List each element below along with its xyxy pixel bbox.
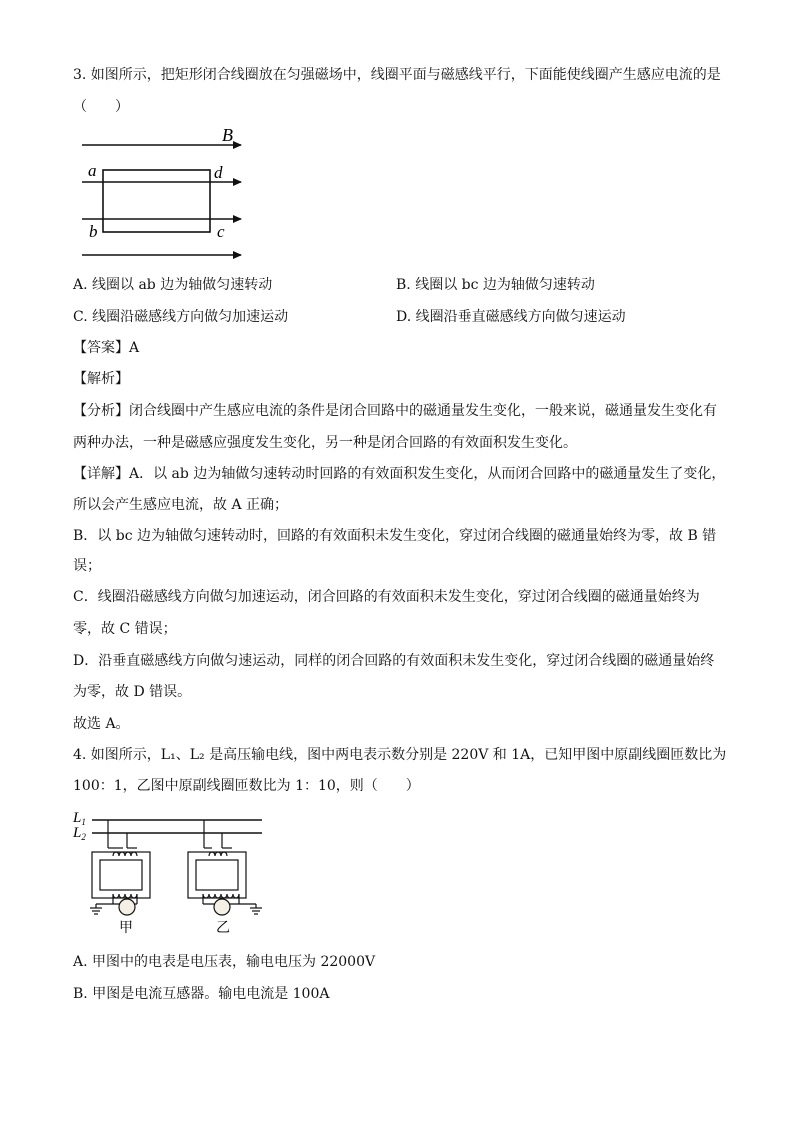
label-yi: 乙 <box>216 921 230 936</box>
rectangular-coil <box>103 170 210 232</box>
q4-stem-line2: 100：1，乙图中原副线圈匝数比为 1：10，则（ ） <box>73 778 420 794</box>
q3-conclusion: 故选 A。 <box>73 716 130 732</box>
label-jia: 甲 <box>119 921 133 936</box>
q3-detail-line4: 误； <box>73 558 101 574</box>
q4-option-a: A. 甲图中的电表是电压表，输电电压为 22000V <box>73 954 376 970</box>
q3-detail-line3: B．以 bc 边为轴做匀速转动时，回路的有效面积未发生变化，穿过闭合线圈的磁通量始终为零，故 B 错 <box>73 528 717 544</box>
q3-detail-line1: 【详解】A．以 ab 边为轴做匀速转动时回路的有效面积发生变化，从而闭合回路中的磁通量发生了变化， <box>73 466 726 482</box>
q3-analysis-title: 【解析】 <box>73 371 129 387</box>
q3-option-c: C. 线圈沿磁感线方向做匀加速运动 <box>73 309 289 325</box>
q3-option-d: D. 线圈沿垂直磁感线方向做匀速运动 <box>396 309 626 325</box>
label-b: b <box>89 222 98 241</box>
q3-detail-line5: C．线圈沿磁感线方向做匀加速运动，闭合回路的有效面积未发生变化，穿过闭合线圈的磁通量始终为 <box>73 589 700 605</box>
q3-stem-line1: 3. 如图所示，把矩形闭合线圈放在匀强磁场中，线圈平面与磁感线平行，下面能使线圈产生感应电流的是 <box>73 67 721 83</box>
q4-figure-transformers <box>72 808 272 938</box>
q3-analysis-line2: 两种办法，一种是磁感应强度发生变化，另一种是闭合回路的有效面积发生变化。 <box>73 435 577 451</box>
transformer-jia <box>90 820 150 936</box>
q3-option-b: B. 线圈以 bc 边为轴做匀速转动 <box>396 277 595 293</box>
q3-detail-line2: 所以会产生感应电流，故 A 正确； <box>73 497 289 513</box>
q4-option-b: B. 甲图是电流互感器。输电电流是 100A <box>73 986 330 1002</box>
label-L2: $L_2$ <box>73 825 86 842</box>
label-c: c <box>217 222 225 241</box>
q3-stem-line2: （ ） <box>73 99 129 115</box>
q3-detail-line7: D．沿垂直磁感线方向做匀速运动，同样的闭合回路的有效面积未发生变化，穿过闭合线圈的磁通量始终 <box>73 653 715 669</box>
q3-detail-line8: 为零，故 D 错误。 <box>73 684 192 700</box>
label-d: d <box>214 163 223 182</box>
label-B: B <box>222 125 233 145</box>
q3-option-a: A. 线圈以 ab 边为轴做匀速转动 <box>73 277 273 293</box>
meter-yi <box>214 899 230 915</box>
q4-stem-line1: 4. 如图所示，L₁、L₂ 是高压输电线，图中两电表示数分别是 220V 和 1A，已知甲图中原副线圈匝数比为 <box>73 747 727 763</box>
q3-detail-line6: 零，故 C 错误； <box>73 621 177 637</box>
label-a: a <box>88 161 97 180</box>
label-L1: $L_1$ <box>73 810 86 827</box>
q3-figure-magnetic-field <box>80 124 250 264</box>
transformer-yi <box>188 820 262 936</box>
q3-analysis-line1: 【分析】闭合线圈中产生感应电流的条件是闭合回路中的磁通量发生变化，一般来说，磁通量发生变化有 <box>73 403 717 419</box>
meter-jia <box>119 899 135 915</box>
q3-answer: 【答案】A <box>73 340 140 356</box>
